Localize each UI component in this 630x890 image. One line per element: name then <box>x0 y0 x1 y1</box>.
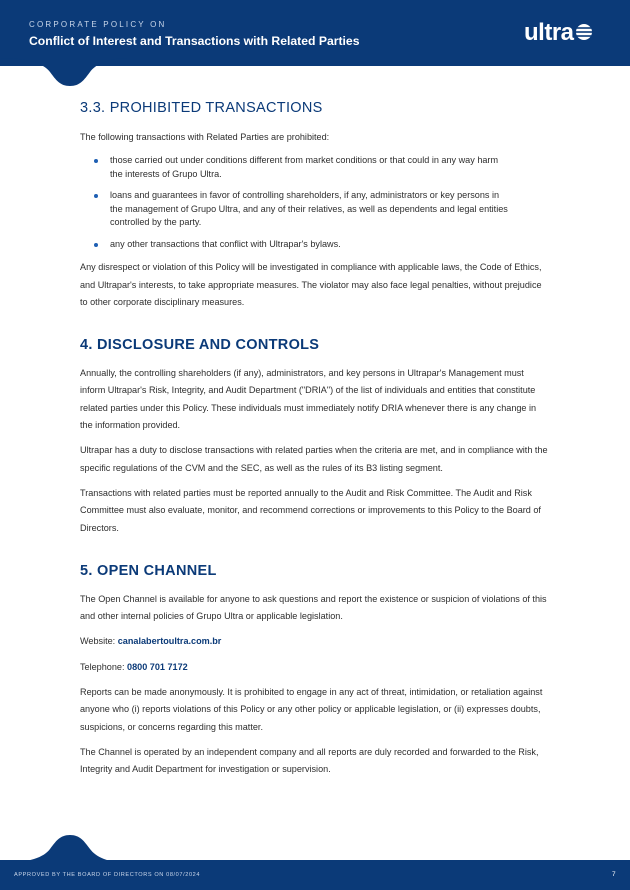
page-content <box>80 100 550 787</box>
section-4-paragraph: Annually, the controlling shareholders (if any), administrators, and key persons in Ultrapar's Management must inform Ultrapar's Risk, Integrity, and Audit Department ("DRIA") of the list of individuals and entities that constitute related parties under this Policy. These individuals must immediately notify DRIA whenever there is any change in the information provided. <box>80 368 537 431</box>
website-label: Website: <box>80 636 118 647</box>
section-4-paragraph: Ultrapar has a duty to disclose transactions with related parties when the criteria are met, and in compliance with the specific regulations of the CVM and the SEC, as well as the rules of its B3 listing segment. <box>80 445 548 473</box>
website-link[interactable]: canalabertoultra.com.br <box>117 636 222 647</box>
list-item: any other transactions that conflict with Ultrapar's bylaws. <box>80 238 510 252</box>
section-5-heading: 5. OPEN CHANNEL <box>80 562 217 579</box>
logo-wordmark: ultra <box>524 19 574 46</box>
list-item: those carried out under conditions different from market conditions or that could in any way harm the interests of Grupo Ultra. <box>80 154 510 181</box>
header-tab-shape <box>0 58 130 88</box>
approval-note: APPROVED BY THE BOARD OF DIRECTORS ON 08/07/2024 <box>14 872 201 878</box>
section-5-intro: The Open Channel is available for anyone to ask questions and report the existence or suspicion of violations of this and other internal policies of Grupo Ultra or applicable legislation. <box>80 593 547 622</box>
prohibited-transactions-list <box>80 154 550 251</box>
section-5-paragraph: Reports can be made anonymously. It is prohibited to engage in any act of threat, intimidation, or retaliation against anyone who (i) reports violations of this Policy or any other policy or applicable legislation, or (ii) expresses doubts, suspicions, or concerns regarding this matter. <box>80 687 543 732</box>
telephone-label: Telephone: <box>80 661 128 672</box>
header-kicker: CORPORATE POLICY ON <box>29 20 167 29</box>
section-5-paragraph: The Channel is operated by an independent company and all reports are duly recorded and forwarded to the Risk, Integrity and Audit Department for investigation or supervision. <box>80 746 539 775</box>
telephone-number[interactable]: 0800 701 7172 <box>127 661 188 672</box>
section-3-3-heading: 3.3. PROHIBITED TRANSACTIONS <box>80 100 323 116</box>
page-header <box>0 0 630 66</box>
website-line <box>80 633 550 650</box>
document-title: Conflict of Interest and Transactions with Related Parties <box>29 34 360 48</box>
footer-tab-shape <box>0 835 130 863</box>
list-item: loans and guarantees in favor of controlling shareholders, if any, administrators or key persons in the management of Grupo Ultra, and any of their relatives, as well as dependents and legal entities controlled by the party. <box>80 189 510 230</box>
ultra-logo <box>524 18 592 48</box>
section-3-3-closing: Any disrespect or violation of this Policy will be investigated in compliance with applicable laws, the Code of Ethics, and Ultrapar's interests, to take appropriate measures. The violator may also face legal penalties, without prejudice to other corporate disciplinary measures. <box>80 262 542 307</box>
section-4-paragraph: Transactions with related parties must be reported annually to the Audit and Risk Committee. The Audit and Risk Committee must also evaluate, monitor, and recommend corrections or improvements to this Policy to the Board of Directors. <box>80 487 541 533</box>
page-number: 7 <box>612 871 616 878</box>
section-4-heading: 4. DISCLOSURE AND CONTROLS <box>80 337 320 354</box>
telephone-line <box>80 659 550 676</box>
section-3-3-intro: The following transactions with Related Parties are prohibited: <box>80 132 330 142</box>
ultra-stripes-icon <box>576 22 592 42</box>
